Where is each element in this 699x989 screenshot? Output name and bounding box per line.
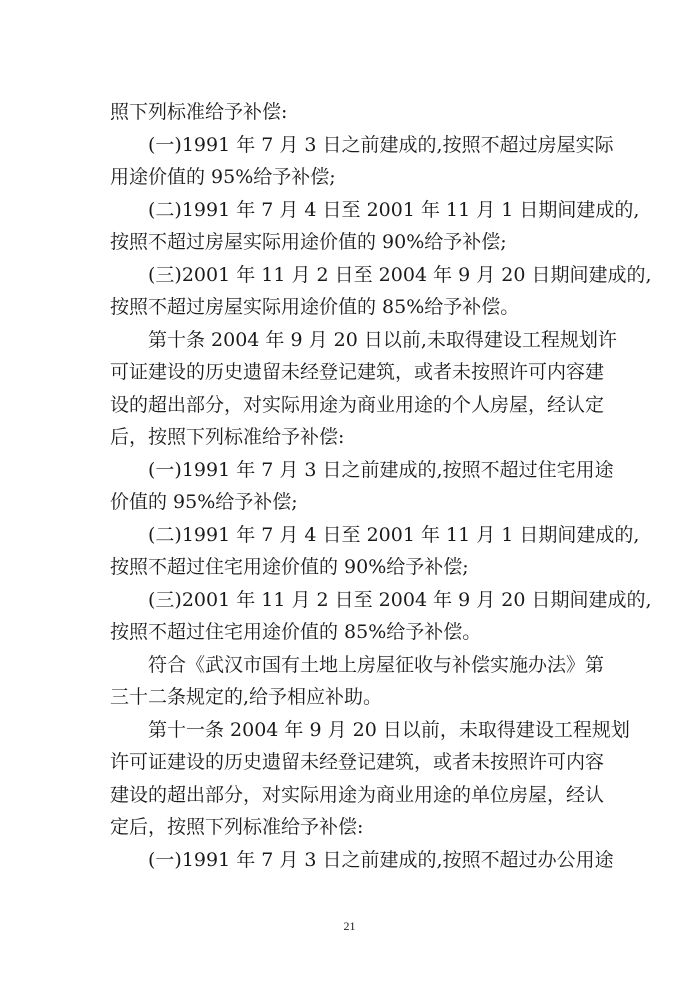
text-line: 按照不超过房屋实际用途价值的 90%给予补偿; <box>110 231 507 253</box>
text-line: (一)1991 年 7 月 3 日之前建成的,按照不超过办公用途 <box>148 848 614 871</box>
text-line: 后，按照下列标准给予补偿: <box>110 426 345 448</box>
text-line: 按照不超过住宅用途价值的 90%给予补偿; <box>110 556 469 578</box>
text-line: 按照不超过房屋实际用途价值的 85%给予补偿。 <box>110 296 520 318</box>
text-line: 按照不超过住宅用途价值的 85%给予补偿。 <box>110 621 482 643</box>
text-line: 照下列标准给予补偿: <box>110 101 288 123</box>
text-line: (三)2001 年 11 月 2 日至 2004 年 9 月 20 日期间建成的, <box>148 588 652 611</box>
text-line: 可证建设的历史遗留未经登记建筑，或者未按照许可内容建 <box>110 361 605 383</box>
text-line: 第十条 2004 年 9 月 20 日以前,未取得建设工程规划许 <box>148 328 617 351</box>
text-line: 许可证建设的历史遗留未经登记建筑，或者未按照许可内容 <box>110 751 605 773</box>
text-line: 符合《武汉市国有土地上房屋征收与补偿实施办法》第 <box>148 653 605 676</box>
text-line: (二)1991 年 7 月 4 日至 2001 年 11 月 1 日期间建成的, <box>148 523 640 546</box>
page-number: 21 <box>343 919 356 933</box>
text-line: (三)2001 年 11 月 2 日至 2004 年 9 月 20 日期间建成的, <box>148 263 652 286</box>
text-line: 三十二条规定的,给予相应补助。 <box>110 686 383 708</box>
text-line: 设的超出部分，对实际用途为商业用途的个人房屋，经认定 <box>110 393 605 416</box>
text-line: (一)1991 年 7 月 3 日之前建成的,按照不超过房屋实际 <box>148 133 614 156</box>
text-line: 价值的 95%给予补偿; <box>110 491 298 513</box>
text-line: 建设的超出部分，对实际用途为商业用途的单位房屋，经认 <box>110 783 605 806</box>
text-line: 定后，按照下列标准给予补偿: <box>110 816 364 838</box>
text-line: (二)1991 年 7 月 4 日至 2001 年 11 月 1 日期间建成的, <box>148 198 640 221</box>
text-line: 第十一条 2004 年 9 月 20 日以前，未取得建设工程规划 <box>148 718 630 741</box>
body-text <box>110 96 652 876</box>
text-line: 用途价值的 95%给予补偿; <box>110 166 336 188</box>
text-line: (一)1991 年 7 月 3 日之前建成的,按照不超过住宅用途 <box>148 458 614 481</box>
